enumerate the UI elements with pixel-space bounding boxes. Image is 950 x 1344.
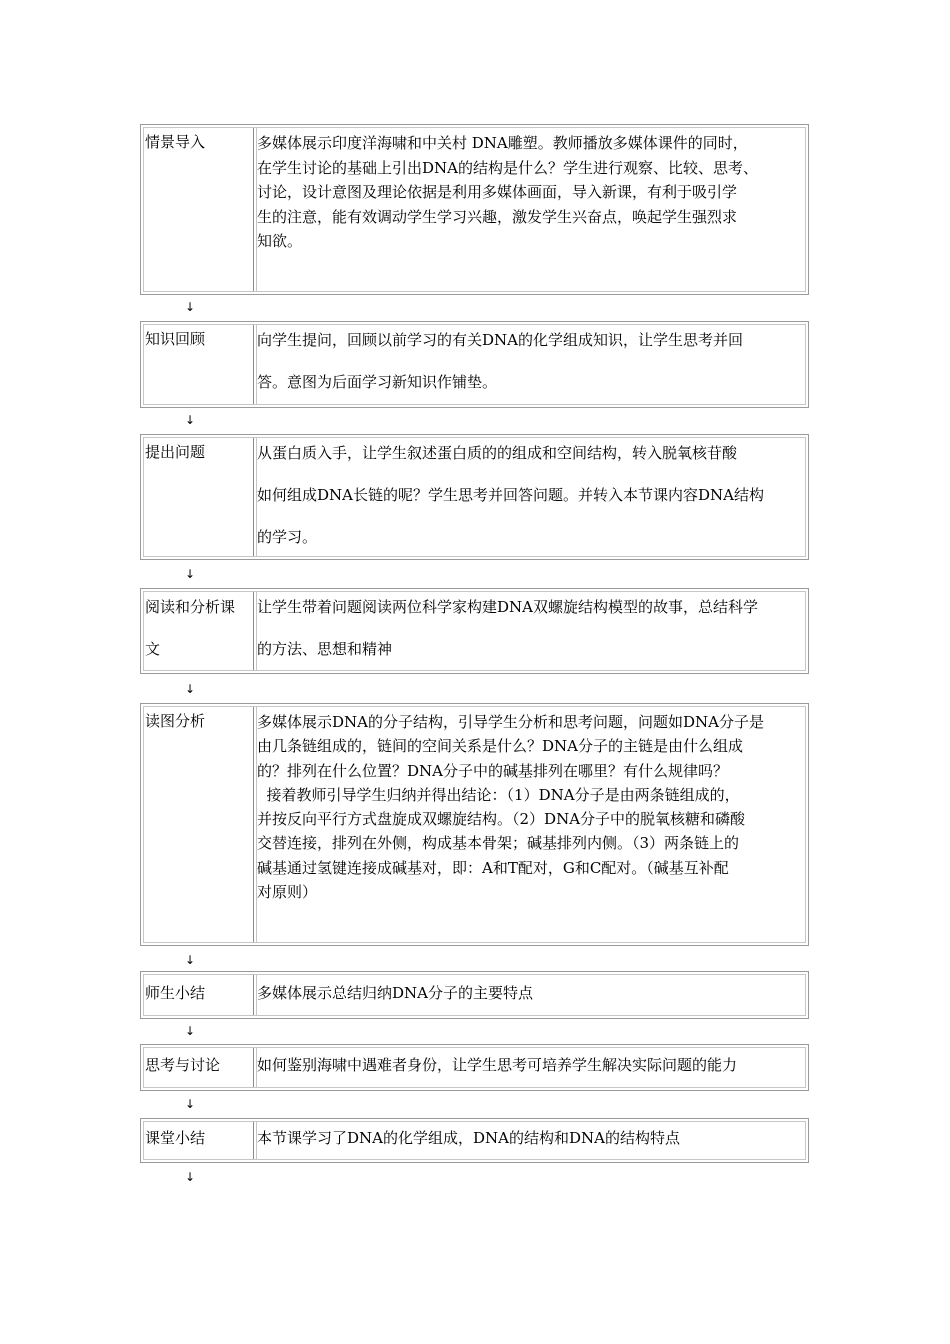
down-arrow-icon: ↓ bbox=[185, 1170, 196, 1184]
flow-step-teacher-student-summary bbox=[140, 971, 809, 1019]
step-text: 让学生带着问题阅读两位科学家构建DNA双螺旋结构模型的故事，总结科学 的方法、思想和精神 bbox=[257, 598, 758, 658]
step-label: 阅读和分析课 文 bbox=[145, 598, 236, 658]
flow-step-diagram-analysis bbox=[140, 703, 809, 946]
down-arrow-icon: ↓ bbox=[185, 300, 196, 314]
step-label: 师生小结 bbox=[145, 984, 206, 1002]
step-label: 思考与讨论 bbox=[145, 1056, 221, 1074]
down-arrow-icon: ↓ bbox=[185, 953, 196, 967]
flow-step-read-analyze bbox=[140, 588, 809, 674]
step-text: 多媒体展示DNA的分子结构，引导学生分析和思考问题，问题如DNA分子是 由几条链组成的，链间的空间关系是什么？DNA分子的主链是由什么组成 的？排列在什么位置？DNA分子中的碱基排列在哪里？有什么规律吗？ 接着教师引导学生归纳并得出结论：（1）DNA分子是由两条链组成的， 并按反向平行方式盘旋成双螺旋结构。（2）DNA分子中的脱氧核糖和磷酸 交替连接，排列在外侧，构成基本骨架；碱基排列内侧。（3）两条链上的 碱基通过氢键连接成碱基对，即：A和T配对，G和C配对。（碱基互补配 对原则） bbox=[257, 713, 764, 902]
step-text: 多媒体展示印度洋海啸和中关村 DNA雕塑。教师播放多媒体课件的同时， 在学生讨论的基础上引出DNA的结构是什么？学生进行观察、比较、思考、 讨论，设计意图及理论依据是利用多媒体画面，导入新课，有利于吸引学 生的注意，能有效调动学生学习兴趣，激发学生兴奋点，唤起学生强烈求 知欲。 bbox=[257, 134, 758, 250]
step-text: 本节课学习了DNA的化学组成，DNA的结构和DNA的结构特点 bbox=[257, 1129, 680, 1147]
down-arrow-icon: ↓ bbox=[185, 1097, 196, 1111]
step-label: 提出问题 bbox=[145, 443, 206, 461]
step-text: 从蛋白质入手，让学生叙述蛋白质的的组成和空间结构，转入脱氧核苷酸 如何组成DNA长链的呢？学生思考并回答问题。并转入本节课内容DNA结构 的学习。 bbox=[257, 444, 764, 546]
flow-step-knowledge-review bbox=[140, 321, 809, 408]
flow-step-scenario-intro bbox=[140, 124, 809, 295]
flow-step-class-summary bbox=[140, 1118, 809, 1163]
step-label: 情景导入 bbox=[145, 133, 206, 151]
step-label: 读图分析 bbox=[145, 712, 206, 730]
down-arrow-icon: ↓ bbox=[185, 1024, 196, 1038]
down-arrow-icon: ↓ bbox=[185, 567, 196, 581]
flow-step-think-discuss bbox=[140, 1044, 809, 1091]
down-arrow-icon: ↓ bbox=[185, 413, 196, 427]
step-text: 如何鉴别海啸中遇难者身份，让学生思考可培养学生解决实际问题的能力 bbox=[257, 1056, 738, 1074]
step-text: 向学生提问，回顾以前学习的有关DNA的化学组成知识，让学生思考并回 答。意图为后面学习新知识作铺垫。 bbox=[257, 331, 743, 391]
step-label: 知识回顾 bbox=[145, 330, 206, 348]
down-arrow-icon: ↓ bbox=[185, 682, 196, 696]
flow-step-raise-question bbox=[140, 434, 809, 560]
step-text: 多媒体展示总结归纳DNA分子的主要特点 bbox=[257, 984, 533, 1002]
step-label: 课堂小结 bbox=[145, 1129, 206, 1147]
